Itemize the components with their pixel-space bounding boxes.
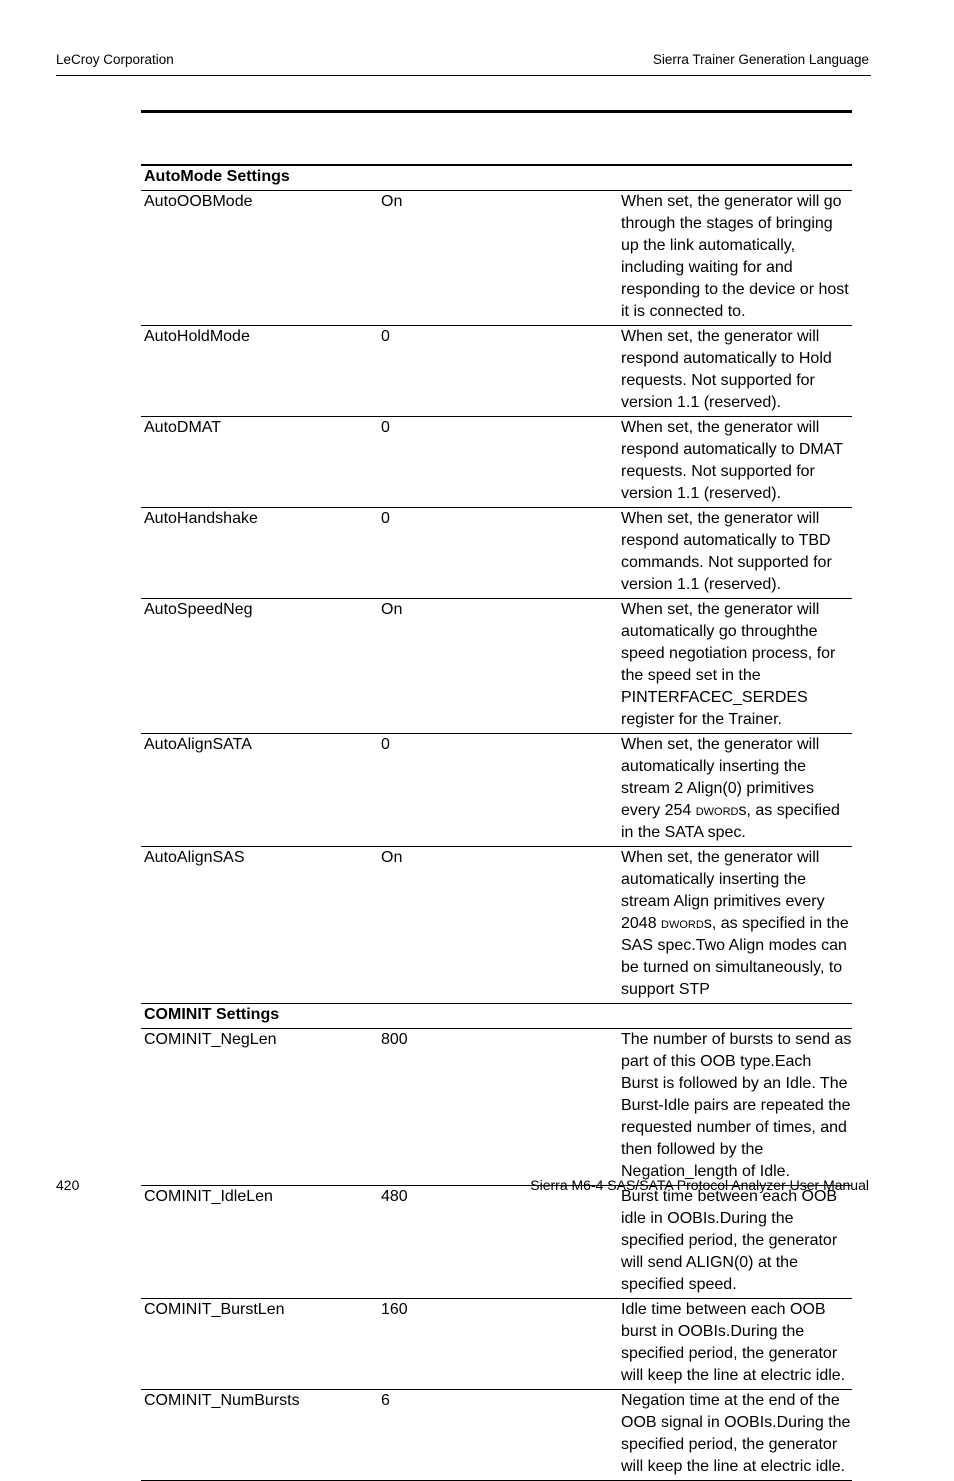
table-row bbox=[141, 1029, 852, 1186]
table-row bbox=[141, 1390, 852, 1481]
setting-name: AutoOOBMode bbox=[141, 191, 378, 326]
setting-name: COMINIT_IdleLen bbox=[141, 1186, 378, 1299]
footer-page-number: 420 bbox=[56, 1177, 80, 1193]
footer-manual-title: Sierra M6-4 SAS/SATA Protocol Analyzer User Manual bbox=[530, 1177, 869, 1193]
setting-description: When set, the generator will go through the stages of bringing up the link automatically, including waiting for and responding to the device or host it is connected to. bbox=[615, 191, 852, 326]
setting-description: Idle time between each OOB burst in OOBIs.During the specified period, the generator will keep the line at electric idle. bbox=[615, 1299, 852, 1390]
setting-default-value: On bbox=[378, 599, 615, 734]
setting-name: COMINIT_BurstLen bbox=[141, 1299, 378, 1390]
section-title: COMINIT Settings bbox=[141, 1004, 852, 1029]
setting-description: When set, the generator will automatically inserting the stream 2 Align(0) primitives every 254 dwords, as specified in the SATA spec. bbox=[615, 734, 852, 847]
setting-default-value: 800 bbox=[378, 1029, 615, 1186]
table-row bbox=[141, 417, 852, 508]
setting-name: AutoDMAT bbox=[141, 417, 378, 508]
setting-description: Negation time at the end of the OOB signal in OOBIs.During the specified period, the generator will keep the line at electric idle. bbox=[615, 1390, 852, 1481]
table-row bbox=[141, 599, 852, 734]
dword-term: dword bbox=[661, 915, 704, 932]
setting-description: The number of bursts to send as part of this OOB type.Each Burst is followed by an Idle. The Burst-Idle pairs are repeated the requested number of times, and then followed by the Negation_length of Idle. bbox=[615, 1029, 852, 1186]
top-thick-rule bbox=[141, 110, 852, 113]
setting-name: AutoHandshake bbox=[141, 508, 378, 599]
setting-name: COMINIT_NegLen bbox=[141, 1029, 378, 1186]
setting-description: When set, the generator will respond automatically to Hold requests. Not supported for version 1.1 (reserved). bbox=[615, 326, 852, 417]
section-header-row bbox=[141, 1004, 852, 1029]
setting-default-value: 0 bbox=[378, 417, 615, 508]
setting-default-value: 0 bbox=[378, 508, 615, 599]
header-divider bbox=[56, 75, 871, 76]
setting-description: When set, the generator will respond automatically to DMAT requests. Not supported for version 1.1 (reserved). bbox=[615, 417, 852, 508]
setting-default-value: 6 bbox=[378, 1390, 615, 1481]
setting-name: COMINIT_NumBursts bbox=[141, 1390, 378, 1481]
setting-description: Burst time between each OOB idle in OOBIs.During the specified period, the generator will send ALIGN(0) at the specified speed. bbox=[615, 1186, 852, 1299]
setting-description: When set, the generator will automatically inserting the stream Align primitives every 2048 dwords, as specified in the SAS spec.Two Align modes can be turned on simultaneously, to support STP bbox=[615, 847, 852, 1004]
table-row bbox=[141, 1299, 852, 1390]
setting-default-value: 0 bbox=[378, 326, 615, 417]
setting-description: When set, the generator will respond automatically to TBD commands. Not supported for version 1.1 (reserved). bbox=[615, 508, 852, 599]
setting-default-value: 0 bbox=[378, 734, 615, 847]
table-row bbox=[141, 326, 852, 417]
setting-name: AutoAlignSATA bbox=[141, 734, 378, 847]
setting-default-value: 480 bbox=[378, 1186, 615, 1299]
header-chapter-title: Sierra Trainer Generation Language bbox=[652, 52, 869, 67]
dword-term: dword bbox=[695, 802, 739, 819]
table-row bbox=[141, 1186, 852, 1299]
table-row bbox=[141, 508, 852, 599]
setting-name: AutoHoldMode bbox=[141, 326, 378, 417]
setting-name: AutoSpeedNeg bbox=[141, 599, 378, 734]
settings-table-body bbox=[141, 166, 852, 1481]
settings-table bbox=[141, 166, 852, 1481]
table-row bbox=[141, 847, 852, 1004]
setting-default-value: On bbox=[378, 191, 615, 326]
header-company: LeCroy Corporation bbox=[56, 52, 174, 67]
setting-default-value: 160 bbox=[378, 1299, 615, 1390]
setting-default-value: On bbox=[378, 847, 615, 1004]
section-title: AutoMode Settings bbox=[141, 166, 852, 191]
setting-description: When set, the generator will automatically go throughthe speed negotiation process, for the speed set in the PINTERFACEC_SERDES register for the Trainer. bbox=[615, 599, 852, 734]
section-header-row bbox=[141, 166, 852, 191]
settings-table-wrapper bbox=[141, 164, 852, 1481]
table-row bbox=[141, 734, 852, 847]
table-row bbox=[141, 191, 852, 326]
setting-name: AutoAlignSAS bbox=[141, 847, 378, 1004]
